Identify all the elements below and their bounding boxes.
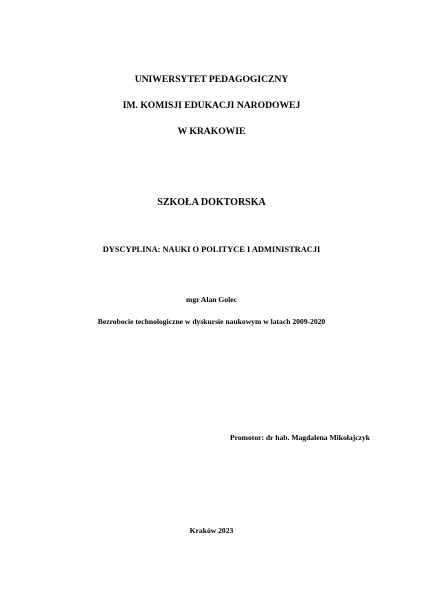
university-name-line-3: W KRAKOWIE bbox=[177, 126, 246, 137]
discipline: DYSCYPLINA: NAUKI O POLITYCE I ADMINISTRACJI bbox=[102, 245, 321, 254]
supervisor: Promotor: dr hab. Magdalena Mikołajczyk bbox=[230, 433, 370, 442]
author-name: mgr Alan Golec bbox=[186, 295, 237, 304]
doctoral-school: SZKOŁA DOKTORSKA bbox=[157, 197, 266, 208]
thesis-title: Bezrobocie technologiczne w dyskursie naukowym w latach 2009-2020 bbox=[97, 317, 326, 326]
university-name-line-2: IM. KOMISJI EDUKACJI NARODOWEJ bbox=[122, 100, 301, 111]
place-and-date: Kraków 2023 bbox=[189, 526, 234, 535]
university-name-line-1: UNIWERSYTET PEDAGOGICZNY bbox=[134, 74, 289, 85]
